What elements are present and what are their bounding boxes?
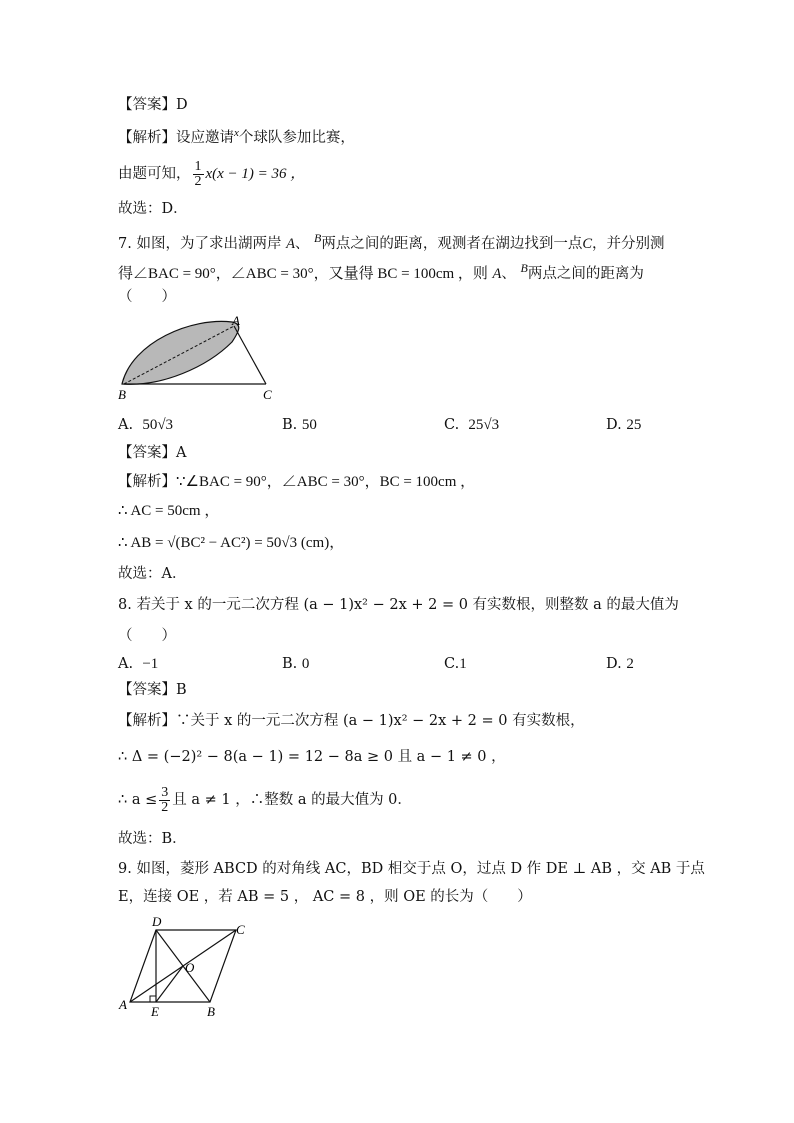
prev-answer-line [118,95,188,115]
q7-text-d: 得∠BAC = 90°，∠ABC = 30°，又量得 BC = 100cm ，则 [118,265,488,282]
q7-answer-line [118,443,186,463]
q7-point-b: B [314,231,322,245]
option-value: 25 [626,417,642,433]
q7-option-c[interactable] [444,415,499,435]
q7-point-a2: A [492,265,502,282]
q7-option-a[interactable] [118,415,173,435]
label-a: A [119,997,127,1012]
q8-line1: 8. 若关于 x 的一元二次方程 (a − 1)x² − 2x + 2 = 0 有实数根，则整数 a 的最大值为 [118,597,679,613]
q8-option-d[interactable] [606,654,634,674]
q8-paren: （ ） [118,628,176,644]
q8-analysis-line2: ∴ Δ = (−2)² − 8(a − 1) = 12 − 8a ≥ 0 且 a − 1 ≠ 0 ， [118,749,506,765]
label-o: O [185,960,195,975]
q8-analysis-line1 [118,711,585,731]
frac-den: 2 [161,799,169,815]
answer-label: 【答案】 [118,97,176,113]
q7-text-c: ，并分别测 [592,235,665,252]
right-angle-mark [150,996,156,1002]
var-x: x [234,127,239,139]
q9-line1: 9. 如图，菱形 ABCD 的对角线 AC，BD 相交于点 O，过点 D 作 DE ⊥ AB ，交 AB 于点 [118,861,705,877]
q7-point-c: C [582,235,593,252]
q8-analysis-line3 [118,783,412,817]
label-a: A [232,313,240,328]
label-e: E [151,1004,159,1019]
q7-option-b[interactable] [282,415,317,435]
q7-paren: （ ） [118,289,176,305]
frac-den: 2 [194,173,202,189]
q7-sep2: 、 [501,265,516,282]
prev-equation-line [118,158,305,190]
lake-shape [122,321,239,384]
option-value: 0 [301,656,310,672]
q7-option-d[interactable] [606,415,641,435]
answer-value: B [176,682,187,698]
analysis-text-b: 且 a ≠ 1 ，∴整数 a 的最大值为 0． [172,792,412,808]
option-letter: D. [606,417,622,433]
equation-intro: 由题可知， [118,166,191,182]
fraction-half [193,160,204,189]
q7-figure [112,312,282,404]
frac-num: 1 [194,158,202,174]
analysis-label: 【解析】 [118,474,176,490]
option-value: −1 [142,656,159,672]
option-value: 25√3 [468,417,500,433]
analysis-text: ∵∠BAC = 90°，∠ABC = 30°，BC = 100cm ， [176,474,476,490]
q7-line1 [118,228,665,254]
q7-text-a: 7. 如图，为了求出湖两岸 [118,235,282,252]
segment-oe [156,966,183,1002]
option-value: 2 [626,656,634,672]
q9-line2: E，连接 OE ，若 AB = 5 ， AC = 8 ，则 OE 的长为（ ） [118,889,532,905]
fraction-three-halves [159,786,170,815]
q8-option-b[interactable] [282,654,309,674]
answer-label: 【答案】 [118,445,176,461]
equation-expr: x(x − 1) = 36 ， [205,166,306,182]
label-b: B [118,387,126,402]
option-value: 50√3 [142,417,174,433]
prev-conclusion: 故选：D． [118,201,188,217]
q8-answer-line [118,680,187,700]
q7-text-e: 两点之间的距离为 [527,265,644,282]
label-b: B [207,1004,215,1019]
option-letter: B. [282,656,298,672]
option-letter: B. [282,417,298,433]
option-value: 1 [459,656,467,672]
analysis-label: 【解析】 [118,713,176,729]
answer-value: D [176,97,188,113]
q7-point-b2: B [520,261,528,275]
q8-option-a[interactable] [118,654,158,674]
segment-ac [234,326,266,384]
option-letter: A. [118,417,134,433]
q9-figure [114,912,264,1020]
label-c: C [263,387,272,402]
q7-analysis-line3: ∴ AB = √(BC² − AC²) = 50√3 (cm)， [118,535,345,551]
frac-num: 3 [161,784,169,800]
analysis-label: 【解析】 [118,129,176,146]
analysis-text-a: ∴ a ≤ [118,792,158,808]
q7-analysis-line2: ∴ AC = 50cm ， [118,503,220,519]
option-letter: C. [444,417,460,433]
option-letter: D. [606,656,622,672]
q8-conclusion: 故选：B． [118,831,187,847]
option-letter: A. [118,656,134,672]
answer-value: A [176,445,187,461]
analysis-text: 设应邀请 [176,129,234,146]
label-d: D [152,914,162,929]
q8-option-c[interactable] [444,654,467,674]
prev-analysis-line [118,123,355,148]
answer-label: 【答案】 [118,682,176,698]
option-value: 50 [301,417,317,433]
q7-line2 [118,258,644,284]
q7-sep: 、 [294,235,310,252]
analysis-text: ∵关于 x 的一元二次方程 (a − 1)x² − 2x + 2 = 0 有实数根， [176,713,585,729]
q7-text-b: 两点之间的距离，观测者在湖边找到一点 [321,235,583,252]
analysis-text-2: 个球队参加比赛， [238,129,355,146]
option-letter: C. [444,656,460,672]
label-c: C [236,922,245,937]
q7-point-a: A [286,235,295,252]
q7-conclusion: 故选：A． [118,566,187,582]
q7-analysis-line1 [118,472,475,492]
